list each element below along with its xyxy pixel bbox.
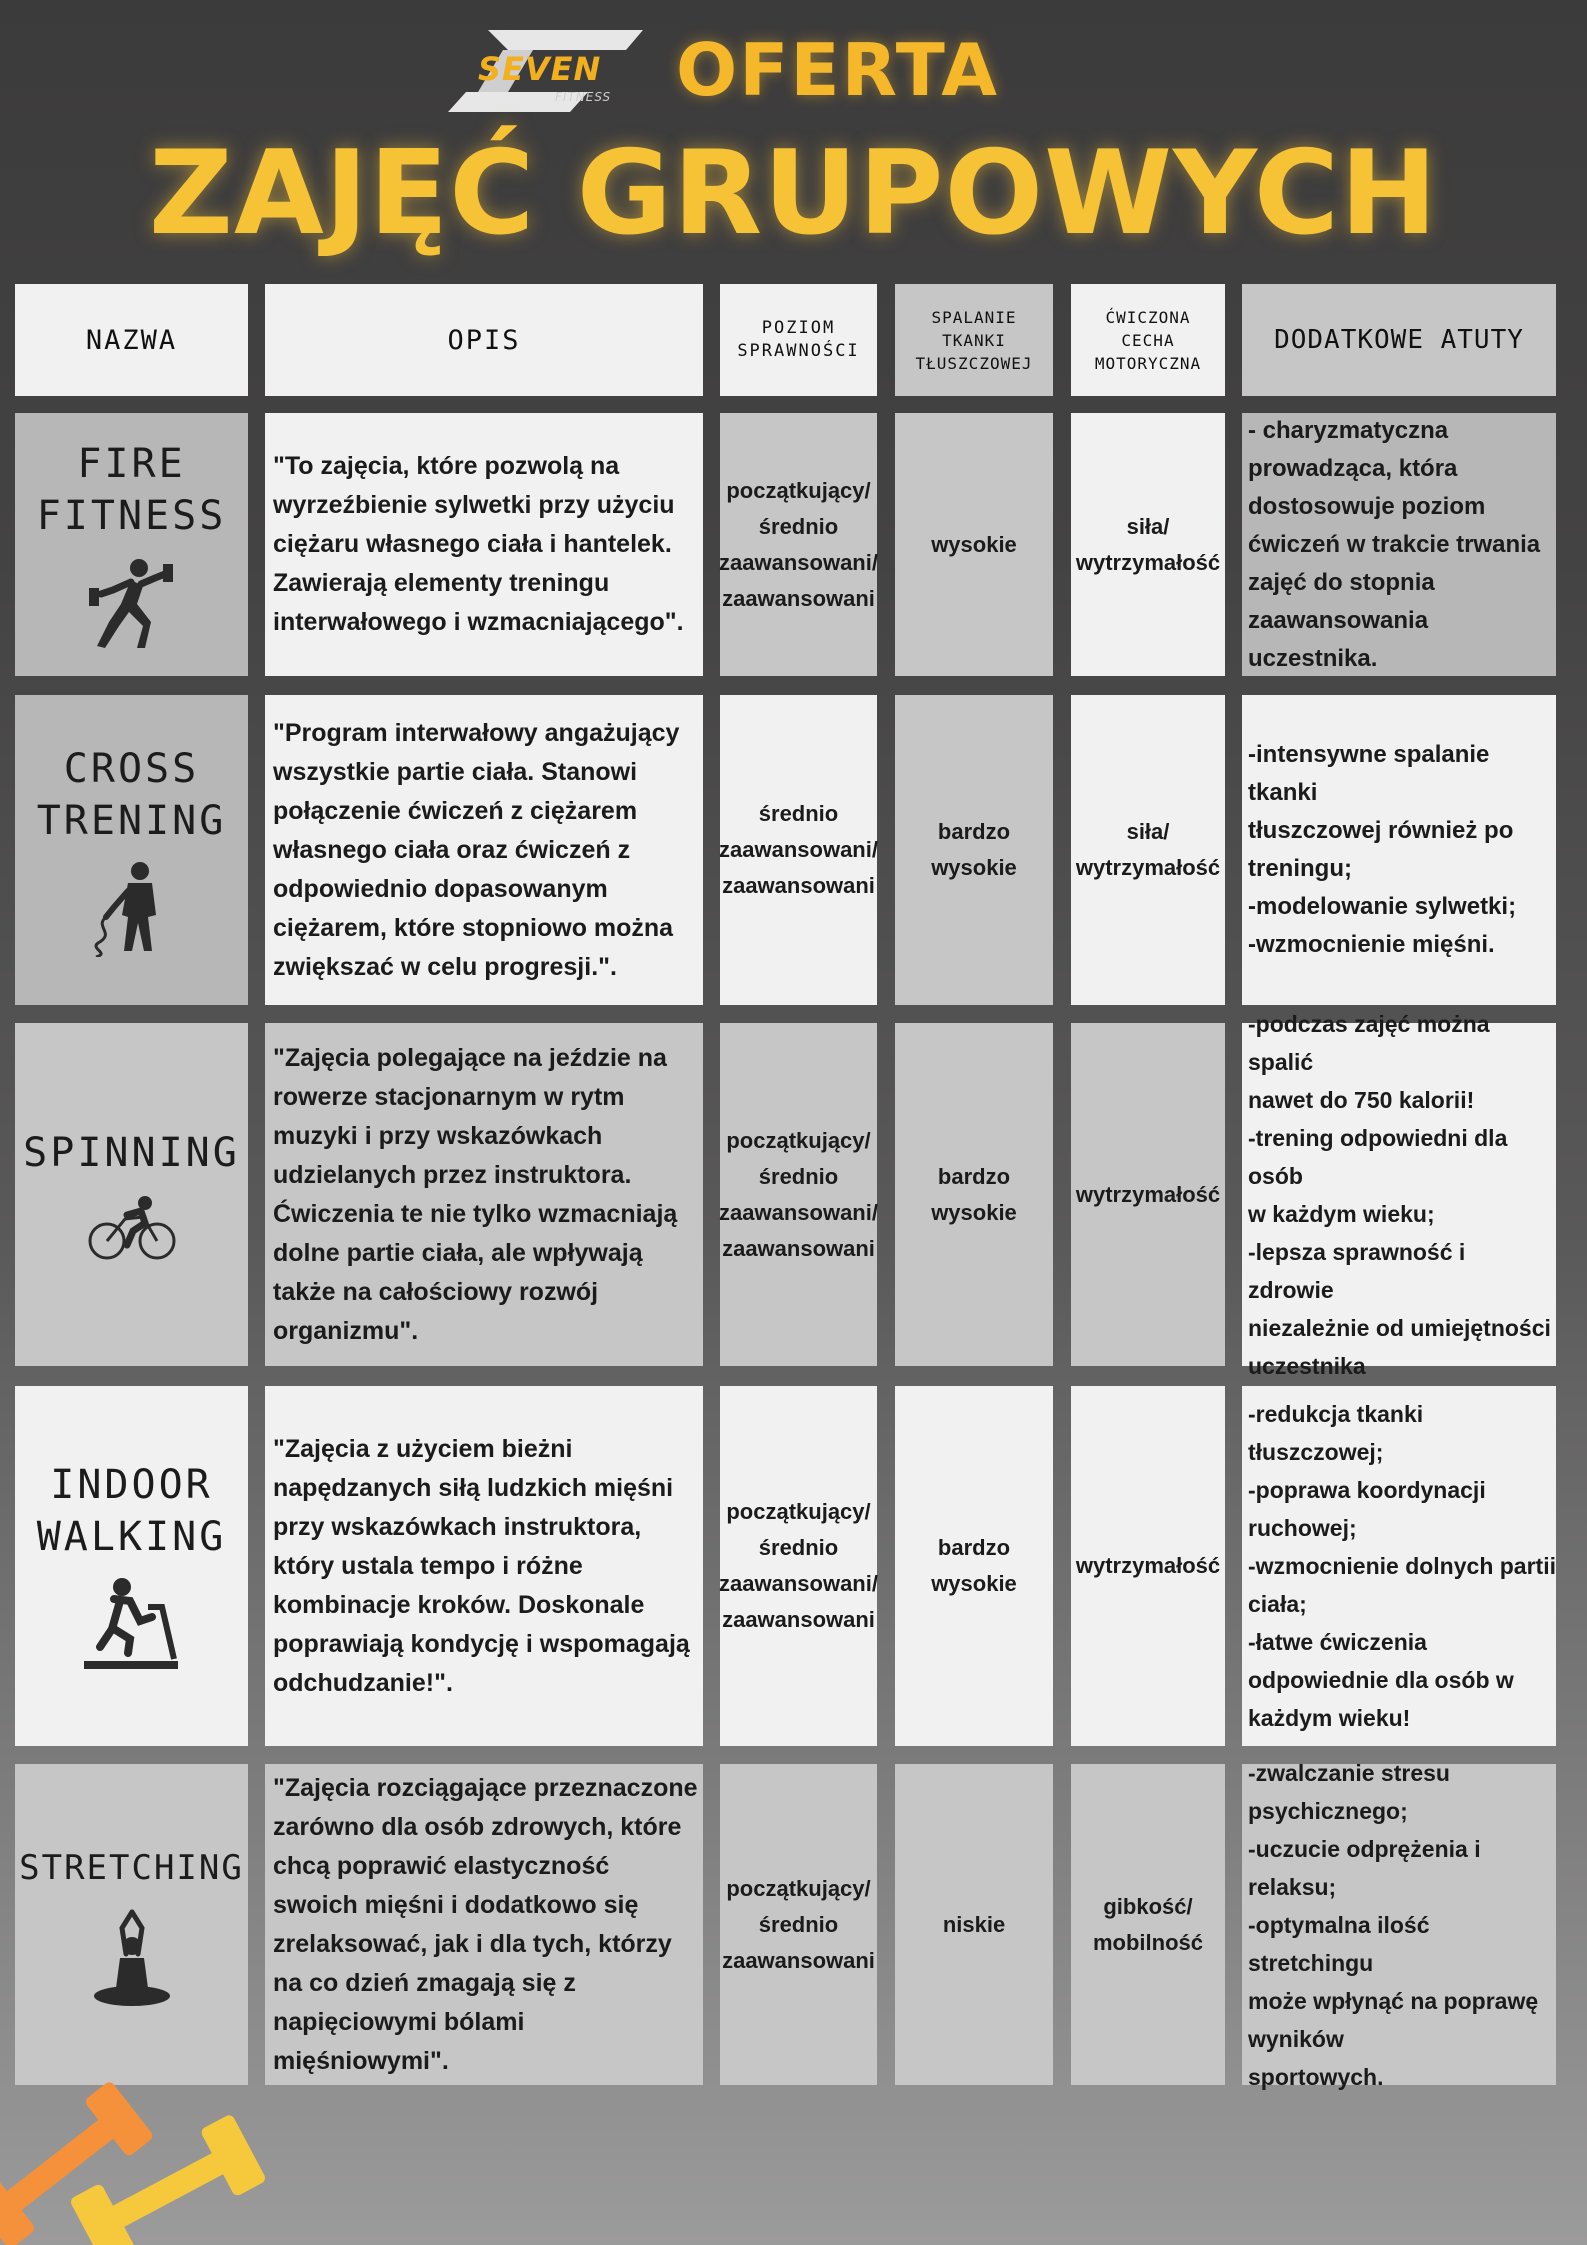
- class-level: początkujący/ średnio zaawansowani/ zaawansowani: [720, 1386, 877, 1746]
- class-desc-cell: [265, 695, 703, 1005]
- header-burn: SPALANIE TKANKI TŁUSZCZOWEJ: [895, 284, 1053, 396]
- class-name: FIRE FITNESS: [36, 440, 227, 539]
- header-extra: DODATKOWE ATUTY: [1242, 284, 1556, 396]
- class-name: SPINNING: [23, 1129, 240, 1176]
- dumbbells-decoration-icon: [0, 2070, 270, 2245]
- title-line1: OFERTA: [676, 28, 1000, 112]
- class-desc: "Zajęcia z użyciem bieżni napędzanych siłą ludzkich mięśni przy wskazówkach instruktora, który ustala tempo i różne kombinacje kroków. Doskonale poprawiają kondycję i wspomagają odchudzanie!".: [273, 1434, 690, 1697]
- class-desc: "To zajęcia, które pozwolą na wyrzeźbienie sylwetki przy użyciu ciężaru własnego ciała i hantelek. Zawierają elementy treningu interwałowego i wzmacniającego".: [273, 452, 684, 636]
- class-burn: wysokie: [895, 413, 1053, 676]
- class-motor: siła/ wytrzymałość: [1071, 413, 1225, 676]
- class-extra: -redukcja tkanki tłuszczowej; -poprawa koordynacji ruchowej; -wzmocnienie dolnych partii ciała; -łatwe ćwiczenia odpowiednie dla osób w każdym wieku!: [1242, 1386, 1556, 1746]
- class-burn: bardzo wysokie: [895, 1023, 1053, 1366]
- brand-name: SEVEN: [478, 50, 602, 88]
- class-motor: wytrzymałość: [1071, 1023, 1225, 1366]
- class-name-cell: [15, 1023, 248, 1366]
- battle-ropes-icon: [92, 861, 172, 957]
- class-burn: bardzo wysokie: [895, 695, 1053, 1005]
- class-burn: bardzo wysokie: [895, 1386, 1053, 1746]
- class-desc: "Zajęcia polegające na jeździe na rowerze stacjonarnym w rytm muzyki i przy wskazówkach udzielanych przez instruktora. Ćwiczenia te nie tylko wzmacniają dolne partie ciała, ale wpływają także na całościowy rozwój organizmu".: [273, 1043, 678, 1345]
- class-name: CROSS TRENING: [36, 746, 227, 844]
- title-line2: ZAJĘĆ GRUPOWYCH: [148, 126, 1439, 261]
- runner-dumbbells-icon: [87, 556, 177, 652]
- class-name: STRETCHING: [19, 1847, 244, 1888]
- class-desc-cell: [265, 1764, 703, 2085]
- class-level: początkujący/ średnio zaawansowani/ zaawansowani: [720, 1023, 877, 1366]
- class-name-cell: [15, 695, 248, 1005]
- class-level: początkujący/ średnio zaawansowani: [720, 1764, 877, 2085]
- class-burn: niskie: [895, 1764, 1053, 2085]
- class-extra: -intensywne spalanie tkanki tłuszczowej również po treningu; -modelowanie sylwetki; -wzmocnienie mięśni.: [1242, 695, 1556, 1005]
- class-level: średnio zaawansowani/ zaawansowani: [720, 695, 877, 1005]
- yoga-pose-icon: [92, 1908, 172, 2008]
- class-desc: "Program interwałowy angażujący wszystkie partie ciała. Stanowi połączenie ćwiczeń z ciężarem własnego ciała oraz ćwiczeń z odpowiednio dopasowanym ciężarem, które stopniowo można zwiększać w celu progresji.".: [273, 718, 680, 981]
- header-level: POZIOM SPRAWNOŚCI: [720, 284, 877, 396]
- cyclist-icon: [87, 1193, 177, 1263]
- class-motor: gibkość/ mobilność: [1071, 1764, 1225, 2085]
- class-name: INDOOR WALKING: [36, 1462, 227, 1560]
- class-name-cell: [15, 413, 248, 676]
- class-level: początkujący/ średnio zaawansowani/ zaawansowani: [720, 413, 877, 676]
- brand-sub: FITNESS: [555, 90, 612, 104]
- class-desc-cell: [265, 1023, 703, 1366]
- treadmill-icon: [82, 1577, 182, 1673]
- class-extra: -zwalczanie stresu psychicznego; -uczucie odprężenia i relaksu; -optymalna ilość stretchingu może wpłynąć na poprawę wyników sportowych.: [1242, 1764, 1556, 2085]
- class-extra: - charyzmatyczna prowadząca, która dostosowuje poziom ćwiczeń w trakcie trwania zajęć do stopnia zaawansowania uczestnika.: [1242, 413, 1556, 676]
- class-desc: "Zajęcia rozciągające przeznaczone zarówno dla osób zdrowych, które chcą poprawić elastyczność swoich mięśni i dodatkowo się zrelaksować, jak i dla tych, którzy na co dzień zmagają się z napięciowymi bólami mięśniowymi".: [273, 1773, 698, 2075]
- class-desc-cell: [265, 1386, 703, 1746]
- class-name-cell: [15, 1764, 248, 2085]
- class-name-cell: [15, 1386, 248, 1746]
- header-name: NAZWA: [15, 284, 248, 396]
- header-motor: ĆWICZONA CECHA MOTORYCZNA: [1071, 284, 1225, 396]
- class-motor: siła/ wytrzymałość: [1071, 695, 1225, 1005]
- header-desc: OPIS: [265, 284, 703, 396]
- class-desc-cell: [265, 413, 703, 676]
- class-extra: -podczas zajęć można spalić nawet do 750 kalorii! -trening odpowiedni dla osób w każdym wieku; -lepsza sprawność i zdrowie niezależnie od umiejętności uczestnika: [1242, 1023, 1556, 1366]
- class-motor: wytrzymałość: [1071, 1386, 1225, 1746]
